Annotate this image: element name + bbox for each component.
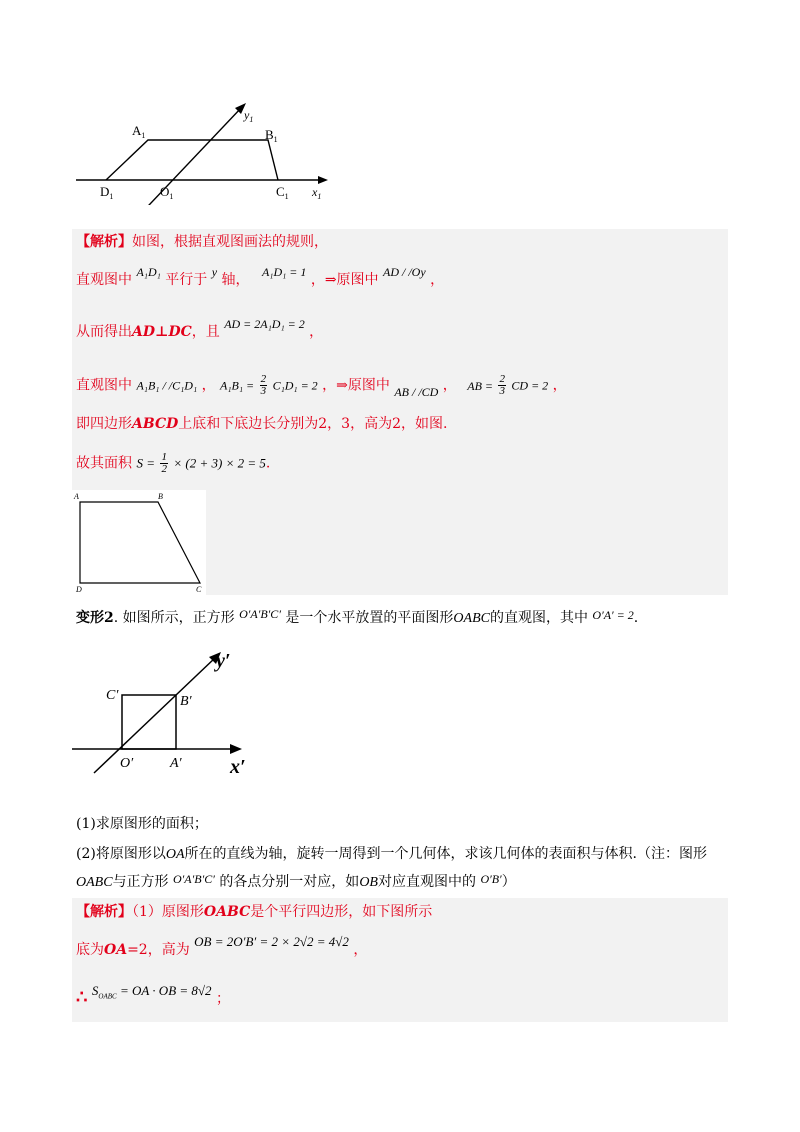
solution1-line3: 从而得出AD⊥DC，且 AD = 2A₁D₁ = 2 ， — [76, 317, 324, 340]
label-c-prime: C′ — [106, 688, 119, 703]
solution1-line2: 直观图中 A₁D₁ 平行于 y 轴， A₁D₁ = 1 ，⇒原图中 AD / /Oy ， — [76, 265, 445, 288]
solution1-line1: 【解析】如图，根据直观图画法的规则， — [76, 234, 328, 250]
figure-original-trapezoid — [72, 490, 206, 595]
label-x1: $x_1$ — [312, 185, 322, 201]
label-b1: $B_1$ — [265, 127, 278, 144]
x-prime-arrow — [230, 744, 242, 754]
question-2-line2: OABC与正方形 O′A′B′C′ 的各点分别一对应，如OB对应直观图中的 O′B′） — [76, 872, 516, 890]
x1-arrow — [318, 176, 328, 184]
label-b-prime: B′ — [180, 694, 192, 709]
figure-oblique-trapezoid — [72, 95, 342, 205]
variant2-statement: 变形2. 如图所示，正方形 O′A′B′C′ 是一个水平放置的平面图形OABC的直观图，其中 O′A′ = 2. — [76, 607, 639, 626]
label-a-prime: A′ — [170, 756, 182, 771]
label-y-prime: y′ — [216, 650, 231, 672]
solution1-line6: 故其面积 S = $\frac{1}{2}$ × (2 + 3) × 2 = 5. — [76, 451, 271, 475]
y-prime-axis — [94, 657, 216, 773]
solution1-line5: 即四边形ABCD上底和下底边长分别为2，3，高为2，如图. — [76, 416, 448, 432]
label-o1: $O_1$ — [160, 184, 174, 201]
label-c: C — [196, 585, 202, 594]
figure-square-oblique — [68, 645, 258, 780]
label-o-prime: O′ — [120, 756, 134, 771]
figure-2-background — [72, 490, 206, 595]
question-2-line1: (2)将原图形以OA所在的直线为轴，旋转一周得到一个几何体，求该几何体的表面积与体积.（注：图形 — [76, 846, 707, 862]
label-d1: $D_1$ — [100, 184, 114, 201]
question-1: (1)求原图形的面积； — [76, 816, 208, 832]
solution2-line2: 底为OA=2，高为 OB = 2O′B′ = 2 × 2√2 = 4√2 ， — [76, 934, 368, 958]
label-b: B — [158, 492, 163, 501]
solution1-line4: 直观图中 A₁B₁ / /C₁D₁ ， A₁B₁ = $\frac{2}{3}$ C₁D₁ = 2 ，⇒原图中 AB / /CD ， AB = $\frac{2}{3}$ CD = 2 ， — [76, 373, 567, 399]
y1-axis — [132, 107, 242, 205]
label-d: D — [76, 585, 82, 594]
label-a: A — [74, 492, 79, 501]
label-a1: $A_1$ — [132, 123, 146, 140]
label-x-prime: x′ — [230, 756, 246, 778]
solution2-line3: ∴ $S_{OABC}$ = OA · OB = 8√2 ； — [76, 983, 230, 1008]
label-y1: $y_1$ — [244, 108, 254, 124]
label-c1: $C_1$ — [276, 184, 289, 201]
solution2-line1: 【解析】（1）原图形OABC是个平行四边形，如下图所示 — [76, 904, 433, 920]
